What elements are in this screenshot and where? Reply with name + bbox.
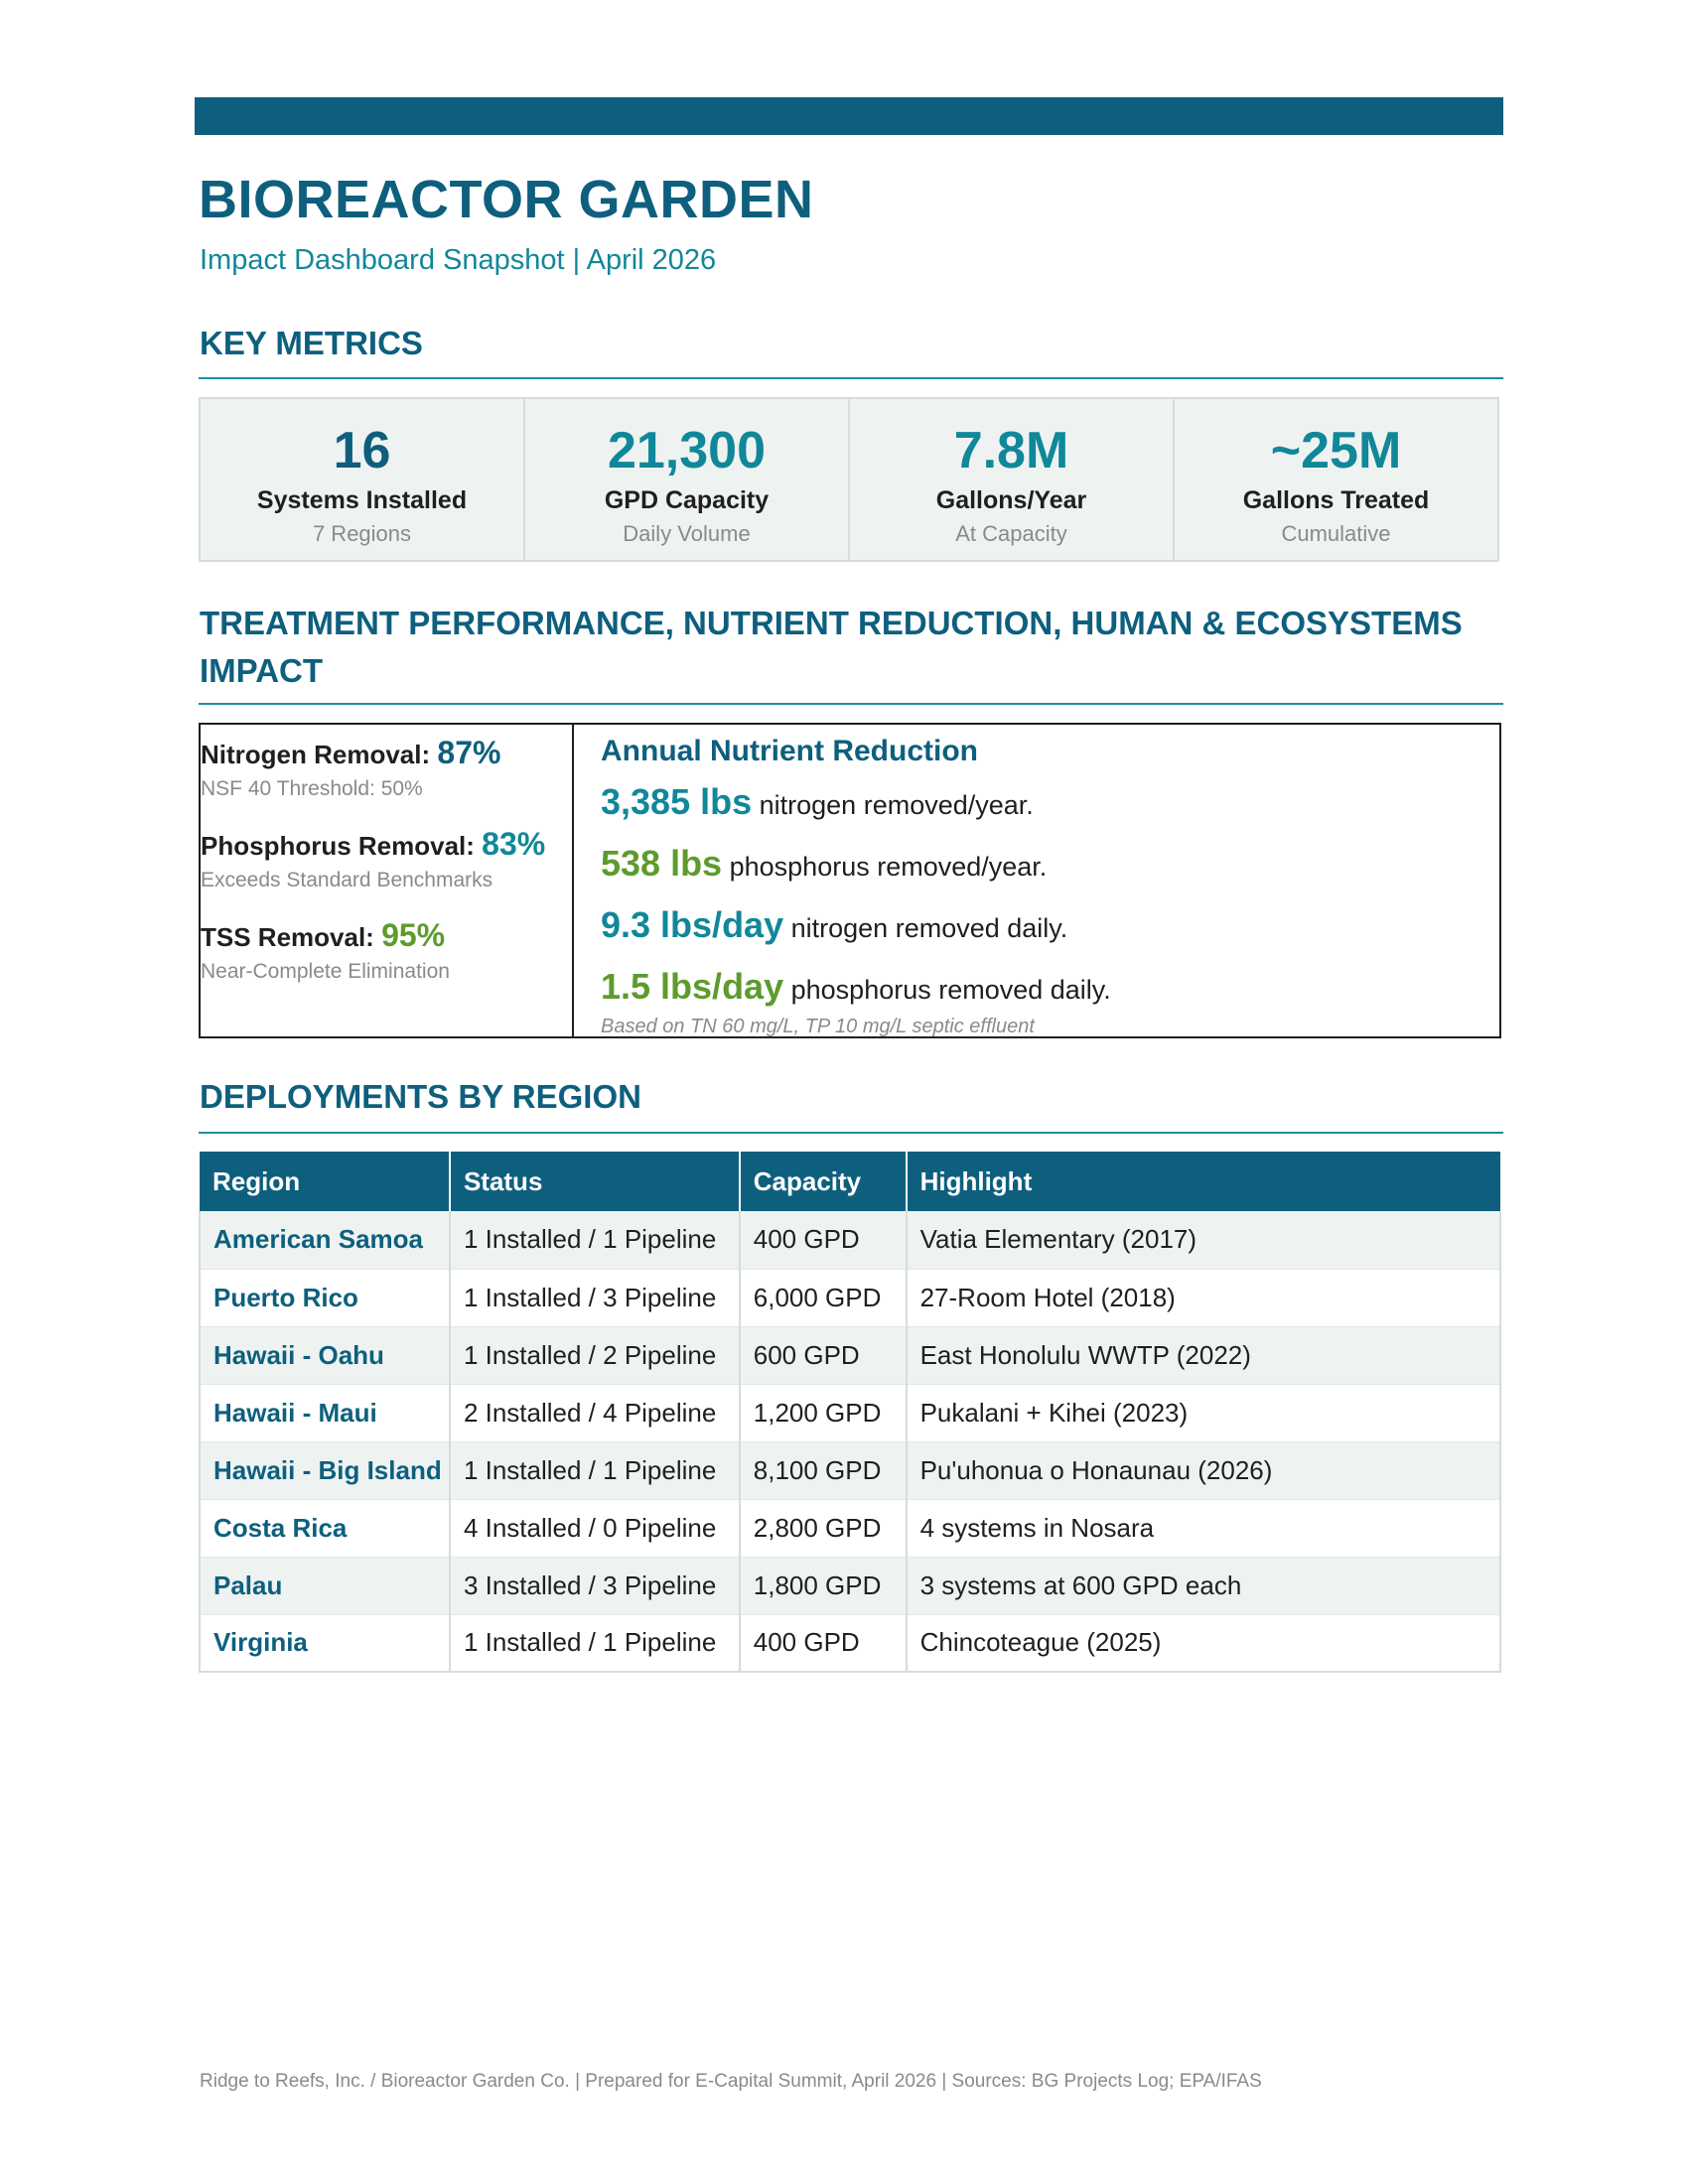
highlight-cell: Pu'uhonua o Honaunau (2026) <box>907 1441 1500 1499</box>
status-cell: 1 Installed / 3 Pipeline <box>450 1269 740 1326</box>
kpi-value: 16 <box>333 422 391 479</box>
tss-removal <box>201 915 572 957</box>
table-row <box>200 1614 1500 1672</box>
nutrient-row-nitrogen-day <box>601 905 1499 948</box>
highlight-cell: Vatia Elementary (2017) <box>907 1211 1500 1269</box>
metric-note: Near-Complete Elimination <box>201 960 450 983</box>
removal-rates-panel <box>201 725 574 1036</box>
nutrient-amount: 3,385 lbs <box>601 781 753 822</box>
region-cell: Hawaii - Maui <box>200 1384 450 1441</box>
table-header-row <box>200 1152 1500 1211</box>
capacity-cell: 400 GPD <box>740 1614 907 1672</box>
kpi-sublabel: Cumulative <box>1281 521 1391 546</box>
nutrient-amount: 538 lbs <box>601 843 723 884</box>
treatment-performance-box <box>199 723 1501 1038</box>
metric-label: Phosphorus Removal: <box>201 831 475 861</box>
status-cell: 1 Installed / 1 Pipeline <box>450 1211 740 1269</box>
highlight-cell: 27-Room Hotel (2018) <box>907 1269 1500 1326</box>
capacity-cell: 1,200 GPD <box>740 1384 907 1441</box>
column-header-status: Status <box>450 1152 740 1211</box>
section-heading-key-metrics: KEY METRICS <box>200 325 423 361</box>
kpi-card-systems <box>201 399 525 560</box>
status-cell: 1 Installed / 1 Pipeline <box>450 1441 740 1499</box>
table-row <box>200 1269 1500 1326</box>
kpi-card-gallons-treated <box>1175 399 1497 560</box>
nutrient-reduction-panel <box>574 725 1499 1036</box>
page-subtitle: Impact Dashboard Snapshot | April 2026 <box>200 244 717 276</box>
deployments-table <box>199 1152 1501 1673</box>
capacity-cell: 400 GPD <box>740 1211 907 1269</box>
header-color-bar <box>195 97 1503 135</box>
region-cell: Palau <box>200 1557 450 1614</box>
highlight-cell: Chincoteague (2025) <box>907 1614 1500 1672</box>
nutrient-row-phosphorus-year <box>601 844 1499 887</box>
status-cell: 1 Installed / 1 Pipeline <box>450 1614 740 1672</box>
table-row <box>200 1326 1500 1384</box>
highlight-cell: Pukalani + Kihei (2023) <box>907 1384 1500 1441</box>
region-cell: American Samoa <box>200 1211 450 1269</box>
capacity-cell: 2,800 GPD <box>740 1499 907 1557</box>
status-cell: 4 Installed / 0 Pipeline <box>450 1499 740 1557</box>
nutrient-text: phosphorus removed/year. <box>729 852 1048 882</box>
metric-note: Exceeds Standard Benchmarks <box>201 869 493 891</box>
highlight-cell: 3 systems at 600 GPD each <box>907 1557 1500 1614</box>
column-header-capacity: Capacity <box>740 1152 907 1211</box>
phosphorus-removal <box>201 824 572 866</box>
nutrient-text: phosphorus removed daily. <box>790 975 1111 1005</box>
nutrient-text: nitrogen removed daily. <box>790 913 1068 943</box>
region-cell: Virginia <box>200 1614 450 1672</box>
region-cell: Hawaii - Oahu <box>200 1326 450 1384</box>
nutrient-row-phosphorus-day <box>601 967 1499 1010</box>
section-divider <box>199 377 1503 379</box>
region-cell: Puerto Rico <box>200 1269 450 1326</box>
metric-label: TSS Removal: <box>201 922 374 952</box>
section-heading-treatment: TREATMENT PERFORMANCE, NUTRIENT REDUCTION, HUMAN & ECOSYSTEMS IMPACT <box>200 605 1463 689</box>
section-divider <box>199 1132 1503 1134</box>
kpi-value: ~25M <box>1270 422 1402 479</box>
status-cell: 3 Installed / 3 Pipeline <box>450 1557 740 1614</box>
nutrient-footnote: Based on TN 60 mg/L, TP 10 mg/L septic effluent <box>601 1016 1035 1037</box>
nutrient-amount: 9.3 lbs/day <box>601 904 784 945</box>
nitrogen-removal <box>201 733 572 774</box>
table-row <box>200 1211 1500 1269</box>
section-divider <box>199 703 1503 705</box>
table-row <box>200 1384 1500 1441</box>
status-cell: 1 Installed / 2 Pipeline <box>450 1326 740 1384</box>
kpi-label: Gallons/Year <box>935 486 1087 514</box>
metric-percent: 87% <box>437 735 501 770</box>
metric-note: NSF 40 Threshold: 50% <box>201 777 423 800</box>
capacity-cell: 8,100 GPD <box>740 1441 907 1499</box>
region-cell: Hawaii - Big Island <box>200 1441 450 1499</box>
nutrient-heading: Annual Nutrient Reduction <box>601 735 978 767</box>
table-row <box>200 1557 1500 1614</box>
column-header-region: Region <box>200 1152 450 1211</box>
metric-percent: 95% <box>381 917 446 953</box>
nutrient-text: nitrogen removed/year. <box>759 790 1034 820</box>
kpi-sublabel: 7 Regions <box>312 521 412 546</box>
page-footer: Ridge to Reefs, Inc. / Bioreactor Garden Co. | Prepared for E-Capital Summit, April 2026 | Sources: BG Projects Log; EPA/IFAS <box>200 2071 1262 2092</box>
kpi-value: 21,300 <box>607 422 767 479</box>
kpi-card-gallons-year <box>850 399 1175 560</box>
highlight-cell: 4 systems in Nosara <box>907 1499 1500 1557</box>
highlight-cell: East Honolulu WWTP (2022) <box>907 1326 1500 1384</box>
metric-percent: 83% <box>482 826 546 862</box>
table-row <box>200 1441 1500 1499</box>
kpi-sublabel: Daily Volume <box>623 521 751 546</box>
kpi-sublabel: At Capacity <box>955 521 1067 546</box>
kpi-cards <box>199 397 1499 562</box>
kpi-label: Systems Installed <box>256 486 468 514</box>
capacity-cell: 6,000 GPD <box>740 1269 907 1326</box>
region-cell: Costa Rica <box>200 1499 450 1557</box>
table-row <box>200 1499 1500 1557</box>
status-cell: 2 Installed / 4 Pipeline <box>450 1384 740 1441</box>
nutrient-amount: 1.5 lbs/day <box>601 966 784 1007</box>
metric-label: Nitrogen Removal: <box>201 740 431 769</box>
capacity-cell: 600 GPD <box>740 1326 907 1384</box>
column-header-highlight: Highlight <box>907 1152 1500 1211</box>
kpi-value: 7.8M <box>953 422 1069 479</box>
kpi-label: Gallons Treated <box>1242 486 1430 514</box>
capacity-cell: 1,800 GPD <box>740 1557 907 1614</box>
kpi-card-capacity <box>525 399 850 560</box>
section-heading-deployments: DEPLOYMENTS BY REGION <box>200 1078 641 1115</box>
kpi-label: GPD Capacity <box>604 486 770 514</box>
nutrient-row-nitrogen-year <box>601 782 1499 825</box>
page-title: BIOREACTOR GARDEN <box>199 170 814 229</box>
